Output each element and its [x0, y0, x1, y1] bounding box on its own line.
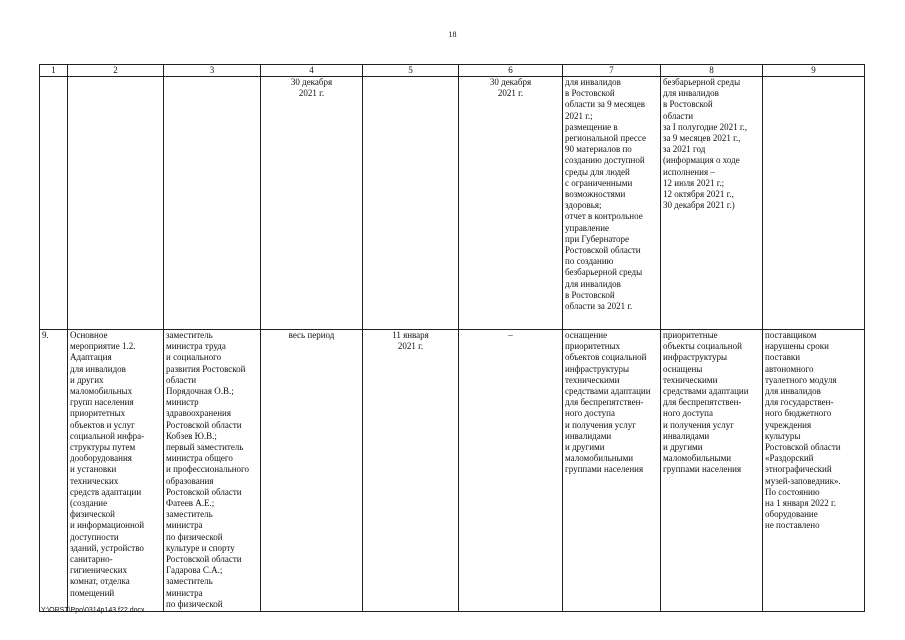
responsible-executor-cell: заместитель министра труда и социального развития Ростовской области Порядочная О.В.; министр здравоохранения Ростовской области Кобзев Ю.В.; первый заместитель министра общего и профессионального образования Ростовской области Фатеев А.Е.; заместитель министра по физической культуре и спорту Ростовской области Гадарова С.А.; заместитель министра по физической	[164, 330, 261, 612]
column-number: 9	[763, 65, 865, 77]
column-number: 3	[164, 65, 261, 77]
planned-start-cell: весь период	[261, 330, 363, 612]
planned-end-cell: 30 декабря 2021 г.	[459, 77, 563, 330]
row-index-cell: 9.	[40, 330, 68, 612]
document-file-path: Y:\ORST\Ppo\0314p143.f22.docx	[41, 607, 145, 614]
actual-start-cell	[363, 77, 459, 330]
table-row	[40, 330, 865, 612]
activity-name-cell: Основное мероприятие 1.2. Адаптация для инвалидов и других маломобильных групп населения приоритетных объектов и услуг социальной инфра- структуры путем дооборудования и установки технических средств адаптации (создание физической и информационной доступности зданий, устройство санитарно- гигиенических комнат, отделка помещений	[68, 330, 164, 612]
actual-result-cell: приоритетные объекты социальной инфраструктуры оснащены техническими средствами адаптации для беспрепятствен- ного доступа и получения услуг инвалидами и другими маломобильными группами населения	[661, 330, 763, 612]
column-number: 4	[261, 65, 363, 77]
column-number: 7	[563, 65, 661, 77]
planned-start-cell: 30 декабря 2021 г.	[261, 77, 363, 330]
row-index-cell	[40, 77, 68, 330]
planned-end-cell: –	[459, 330, 563, 612]
column-number: 5	[363, 65, 459, 77]
actual-result-cell: безбарьерной среды для инвалидов в Ростовской области за I полугодие 2021 г., за 9 месяцев 2021 г., за 2021 год (информация о ходе исполнения – 12 июля 2021 г.; 12 октября 2021 г., 30 декабря 2021 г.)	[661, 77, 763, 330]
table-row	[40, 77, 865, 330]
deviation-reason-cell: поставщиком нарушены сроки поставки автономного туалетного модуля для инвалидов для государствен- ного бюджетного учреждения культуры Ростовской области «Раздорский этнографический музей-заповедник». По состоянию на 1 января 2022 г. оборудование не поставлено	[763, 330, 865, 612]
column-number: 8	[661, 65, 763, 77]
deviation-reason-cell	[763, 77, 865, 330]
planned-result-cell: для инвалидов в Ростовской области за 9 месяцев 2021 г.; размещение в региональной прессе 90 материалов по созданию доступной среды для людей с ограниченными возможностями здоровья; отчет в контрольное управление при Губернаторе Ростовской области по созданию безбарьерной среды для инвалидов в Ростовской области за 2021 г.	[563, 77, 661, 330]
planned-result-cell: оснащение приоритетных объектов социальной инфраструктуры техническими средствами адаптации для беспрепятствен- ного доступа и получения услуг инвалидами и другими маломобильными группами населения	[563, 330, 661, 612]
column-number-row	[40, 65, 865, 77]
activity-name-cell	[68, 77, 164, 330]
column-number: 2	[68, 65, 164, 77]
plan-table	[39, 64, 865, 612]
actual-start-cell: 11 января 2021 г.	[363, 330, 459, 612]
responsible-executor-cell	[164, 77, 261, 330]
column-number: 1	[40, 65, 68, 77]
page-number: 18	[448, 30, 457, 39]
column-number: 6	[459, 65, 563, 77]
